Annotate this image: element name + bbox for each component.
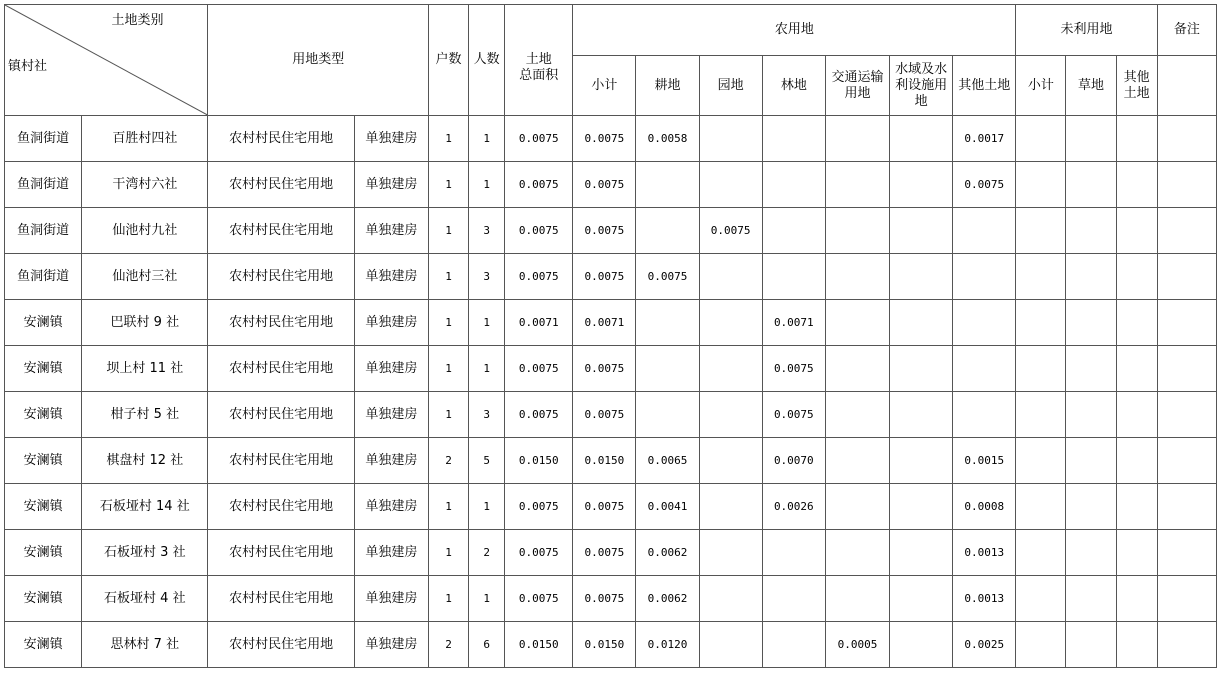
total-area-cell: 0.0075 xyxy=(505,392,573,438)
town-cell: 鱼洞街道 xyxy=(5,208,82,254)
total-area-cell: 0.0075 xyxy=(505,346,573,392)
land-use-cell: 农村村民住宅用地 xyxy=(208,300,354,346)
people-cell: 5 xyxy=(469,438,505,484)
water-cell xyxy=(890,392,953,438)
people-cell: 1 xyxy=(469,484,505,530)
unused-other-cell xyxy=(1116,254,1157,300)
households-header: 户数 xyxy=(429,5,469,116)
village-cell: 坝上村 11 社 xyxy=(82,346,208,392)
unused-other-cell xyxy=(1116,438,1157,484)
land-use-cell: 农村村民住宅用地 xyxy=(208,116,354,162)
unused-other-cell xyxy=(1116,484,1157,530)
garden-cell xyxy=(699,346,762,392)
garden-cell xyxy=(699,254,762,300)
garden-cell xyxy=(699,530,762,576)
farmland-cell xyxy=(636,162,699,208)
forest-cell: 0.0070 xyxy=(762,438,825,484)
remarks-header: 备注 xyxy=(1157,5,1216,56)
agri-transport-header: 交通运输用地 xyxy=(825,56,889,116)
garden-cell xyxy=(699,162,762,208)
unused-grassland-header: 草地 xyxy=(1066,56,1116,116)
land-use-table xyxy=(4,4,1217,668)
transport-cell xyxy=(825,346,889,392)
town-cell: 安澜镇 xyxy=(5,392,82,438)
other-land-cell: 0.0025 xyxy=(953,622,1016,668)
people-cell: 1 xyxy=(469,162,505,208)
land-use-cell: 农村村民住宅用地 xyxy=(208,530,354,576)
unused-other-cell xyxy=(1116,530,1157,576)
households-cell: 1 xyxy=(429,484,469,530)
unused-subtotal-cell xyxy=(1016,346,1066,392)
grassland-cell xyxy=(1066,576,1116,622)
forest-cell xyxy=(762,530,825,576)
table-row xyxy=(5,622,1217,668)
total-area-cell: 0.0150 xyxy=(505,438,573,484)
remarks-cell xyxy=(1157,300,1216,346)
town-cell: 安澜镇 xyxy=(5,438,82,484)
farmland-cell xyxy=(636,300,699,346)
town-cell: 鱼洞街道 xyxy=(5,254,82,300)
build-type-cell: 单独建房 xyxy=(354,116,428,162)
agri-forest-header: 林地 xyxy=(762,56,825,116)
land-use-cell: 农村村民住宅用地 xyxy=(208,576,354,622)
town-cell: 安澜镇 xyxy=(5,484,82,530)
remarks-cell xyxy=(1157,392,1216,438)
forest-cell: 0.0075 xyxy=(762,392,825,438)
garden-cell xyxy=(699,300,762,346)
people-cell: 1 xyxy=(469,346,505,392)
other-land-cell xyxy=(953,208,1016,254)
transport-cell xyxy=(825,484,889,530)
village-cell: 思林村 7 社 xyxy=(82,622,208,668)
remarks-cell xyxy=(1157,254,1216,300)
town-cell: 安澜镇 xyxy=(5,346,82,392)
table-row xyxy=(5,254,1217,300)
build-type-cell: 单独建房 xyxy=(354,254,428,300)
water-cell xyxy=(890,254,953,300)
unused-other-cell xyxy=(1116,162,1157,208)
transport-cell xyxy=(825,530,889,576)
water-cell xyxy=(890,162,953,208)
garden-cell xyxy=(699,392,762,438)
corner-header-cell xyxy=(5,5,208,116)
village-cell: 仙池村九社 xyxy=(82,208,208,254)
people-cell: 1 xyxy=(469,576,505,622)
total-area-cell: 0.0071 xyxy=(505,300,573,346)
grassland-cell xyxy=(1066,392,1116,438)
table-row xyxy=(5,162,1217,208)
forest-cell xyxy=(762,162,825,208)
table-row xyxy=(5,208,1217,254)
water-cell xyxy=(890,530,953,576)
build-type-cell: 单独建房 xyxy=(354,576,428,622)
total-area-cell: 0.0075 xyxy=(505,254,573,300)
header-row-1 xyxy=(5,5,1217,56)
forest-cell xyxy=(762,622,825,668)
forest-cell xyxy=(762,208,825,254)
people-cell: 3 xyxy=(469,254,505,300)
households-cell: 1 xyxy=(429,346,469,392)
remarks-cell xyxy=(1157,438,1216,484)
town-cell: 鱼洞街道 xyxy=(5,116,82,162)
unused-other-cell xyxy=(1116,622,1157,668)
transport-cell xyxy=(825,438,889,484)
build-type-cell: 单独建房 xyxy=(354,484,428,530)
unused-subtotal-cell xyxy=(1016,484,1066,530)
farmland-cell: 0.0120 xyxy=(636,622,699,668)
households-cell: 1 xyxy=(429,254,469,300)
garden-cell: 0.0075 xyxy=(699,208,762,254)
grassland-cell xyxy=(1066,484,1116,530)
build-type-cell: 单独建房 xyxy=(354,300,428,346)
table-row xyxy=(5,438,1217,484)
other-land-cell: 0.0017 xyxy=(953,116,1016,162)
farmland-cell: 0.0062 xyxy=(636,530,699,576)
build-type-cell: 单独建房 xyxy=(354,530,428,576)
households-cell: 1 xyxy=(429,300,469,346)
agri-other-header: 其他土地 xyxy=(953,56,1016,116)
remarks-cell xyxy=(1157,484,1216,530)
water-cell xyxy=(890,484,953,530)
farmland-cell xyxy=(636,392,699,438)
build-type-cell: 单独建房 xyxy=(354,346,428,392)
land-use-cell: 农村村民住宅用地 xyxy=(208,208,354,254)
village-cell: 石板垭村 3 社 xyxy=(82,530,208,576)
households-cell: 1 xyxy=(429,392,469,438)
agri-subtotal-cell: 0.0075 xyxy=(573,254,636,300)
transport-cell xyxy=(825,576,889,622)
unused-other-cell xyxy=(1116,346,1157,392)
other-land-cell xyxy=(953,254,1016,300)
unused-subtotal-cell xyxy=(1016,300,1066,346)
table-row xyxy=(5,530,1217,576)
build-type-cell: 单独建房 xyxy=(354,392,428,438)
town-cell: 鱼洞街道 xyxy=(5,162,82,208)
remarks-header-blank xyxy=(1157,56,1216,116)
grassland-cell xyxy=(1066,116,1116,162)
other-land-cell: 0.0008 xyxy=(953,484,1016,530)
agricultural-land-header: 农用地 xyxy=(573,5,1016,56)
households-cell: 1 xyxy=(429,530,469,576)
table-row xyxy=(5,576,1217,622)
agri-subtotal-cell: 0.0075 xyxy=(573,116,636,162)
remarks-cell xyxy=(1157,346,1216,392)
people-cell: 3 xyxy=(469,208,505,254)
total-area-header-label: 土地 总面积 xyxy=(519,52,559,83)
remarks-cell xyxy=(1157,576,1216,622)
village-cell: 仙池村三社 xyxy=(82,254,208,300)
agri-subtotal-cell: 0.0150 xyxy=(573,438,636,484)
land-use-cell: 农村村民住宅用地 xyxy=(208,484,354,530)
unused-subtotal-cell xyxy=(1016,162,1066,208)
transport-cell: 0.0005 xyxy=(825,622,889,668)
agri-farmland-header: 耕地 xyxy=(636,56,699,116)
table-row xyxy=(5,346,1217,392)
transport-cell xyxy=(825,254,889,300)
unused-subtotal-cell xyxy=(1016,622,1066,668)
grassland-cell xyxy=(1066,530,1116,576)
transport-cell xyxy=(825,116,889,162)
agri-garden-header: 园地 xyxy=(699,56,762,116)
farmland-cell: 0.0065 xyxy=(636,438,699,484)
grassland-cell xyxy=(1066,254,1116,300)
households-cell: 1 xyxy=(429,116,469,162)
grassland-cell xyxy=(1066,346,1116,392)
transport-cell xyxy=(825,162,889,208)
unused-subtotal-cell xyxy=(1016,208,1066,254)
people-cell: 1 xyxy=(469,116,505,162)
land-use-cell: 农村村民住宅用地 xyxy=(208,622,354,668)
garden-cell xyxy=(699,116,762,162)
unused-subtotal-cell xyxy=(1016,116,1066,162)
total-area-header xyxy=(505,5,573,116)
village-cell: 百胜村四社 xyxy=(82,116,208,162)
unused-subtotal-cell xyxy=(1016,254,1066,300)
unused-other-cell xyxy=(1116,576,1157,622)
unused-subtotal-cell xyxy=(1016,530,1066,576)
build-type-cell: 单独建房 xyxy=(354,622,428,668)
other-land-cell: 0.0013 xyxy=(953,576,1016,622)
agri-subtotal-cell: 0.0075 xyxy=(573,346,636,392)
other-land-cell: 0.0015 xyxy=(953,438,1016,484)
grassland-cell xyxy=(1066,300,1116,346)
garden-cell xyxy=(699,622,762,668)
grassland-cell xyxy=(1066,438,1116,484)
grassland-cell xyxy=(1066,208,1116,254)
build-type-cell: 单独建房 xyxy=(354,208,428,254)
build-type-cell: 单独建房 xyxy=(354,162,428,208)
land-use-cell: 农村村民住宅用地 xyxy=(208,254,354,300)
town-cell: 安澜镇 xyxy=(5,622,82,668)
agri-subtotal-cell: 0.0075 xyxy=(573,162,636,208)
other-land-cell xyxy=(953,392,1016,438)
village-cell: 石板垭村 14 社 xyxy=(82,484,208,530)
agri-subtotal-header: 小计 xyxy=(573,56,636,116)
village-cell: 柑子村 5 社 xyxy=(82,392,208,438)
total-area-cell: 0.0075 xyxy=(505,208,573,254)
corner-top-label: 土地类别 xyxy=(111,13,164,28)
table-row xyxy=(5,392,1217,438)
table-body xyxy=(5,116,1217,668)
village-cell: 棋盘村 12 社 xyxy=(82,438,208,484)
unused-subtotal-cell xyxy=(1016,392,1066,438)
table-row xyxy=(5,300,1217,346)
remarks-cell xyxy=(1157,530,1216,576)
other-land-cell: 0.0075 xyxy=(953,162,1016,208)
build-type-cell: 单独建房 xyxy=(354,438,428,484)
agri-water-header: 水域及水利设施用地 xyxy=(890,56,953,116)
water-cell xyxy=(890,208,953,254)
other-land-cell: 0.0013 xyxy=(953,530,1016,576)
remarks-cell xyxy=(1157,162,1216,208)
farmland-cell xyxy=(636,346,699,392)
households-cell: 1 xyxy=(429,576,469,622)
unused-subtotal-cell xyxy=(1016,438,1066,484)
agri-subtotal-cell: 0.0075 xyxy=(573,576,636,622)
garden-cell xyxy=(699,484,762,530)
transport-cell xyxy=(825,300,889,346)
grassland-cell xyxy=(1066,162,1116,208)
land-use-type-header: 用地类型 xyxy=(208,5,429,116)
forest-cell xyxy=(762,116,825,162)
water-cell xyxy=(890,300,953,346)
water-cell xyxy=(890,622,953,668)
agri-subtotal-cell: 0.0150 xyxy=(573,622,636,668)
grassland-cell xyxy=(1066,622,1116,668)
unused-other-cell xyxy=(1116,116,1157,162)
people-cell: 1 xyxy=(469,300,505,346)
agri-subtotal-cell: 0.0075 xyxy=(573,208,636,254)
village-cell: 巴联村 9 社 xyxy=(82,300,208,346)
unused-other-cell xyxy=(1116,392,1157,438)
people-cell: 6 xyxy=(469,622,505,668)
farmland-cell: 0.0075 xyxy=(636,254,699,300)
forest-cell xyxy=(762,576,825,622)
farmland-cell: 0.0058 xyxy=(636,116,699,162)
land-use-cell: 农村村民住宅用地 xyxy=(208,438,354,484)
other-land-cell xyxy=(953,346,1016,392)
remarks-cell xyxy=(1157,208,1216,254)
households-cell: 1 xyxy=(429,208,469,254)
unused-other-header: 其他土地 xyxy=(1116,56,1157,116)
people-cell: 3 xyxy=(469,392,505,438)
farmland-cell: 0.0062 xyxy=(636,576,699,622)
unused-subtotal-header: 小计 xyxy=(1016,56,1066,116)
transport-cell xyxy=(825,208,889,254)
households-cell: 1 xyxy=(429,162,469,208)
land-use-cell: 农村村民住宅用地 xyxy=(208,162,354,208)
households-cell: 2 xyxy=(429,622,469,668)
forest-cell: 0.0071 xyxy=(762,300,825,346)
table-row xyxy=(5,116,1217,162)
total-area-cell: 0.0075 xyxy=(505,530,573,576)
water-cell xyxy=(890,116,953,162)
agri-subtotal-cell: 0.0075 xyxy=(573,530,636,576)
village-cell: 石板垭村 4 社 xyxy=(82,576,208,622)
forest-cell xyxy=(762,254,825,300)
garden-cell xyxy=(699,576,762,622)
water-cell xyxy=(890,438,953,484)
land-use-cell: 农村村民住宅用地 xyxy=(208,392,354,438)
table-row xyxy=(5,484,1217,530)
remarks-cell xyxy=(1157,622,1216,668)
total-area-cell: 0.0150 xyxy=(505,622,573,668)
forest-cell: 0.0075 xyxy=(762,346,825,392)
land-use-cell: 农村村民住宅用地 xyxy=(208,346,354,392)
total-area-cell: 0.0075 xyxy=(505,484,573,530)
unused-other-cell xyxy=(1116,208,1157,254)
unused-subtotal-cell xyxy=(1016,576,1066,622)
water-cell xyxy=(890,346,953,392)
farmland-cell xyxy=(636,208,699,254)
town-cell: 安澜镇 xyxy=(5,300,82,346)
garden-cell xyxy=(699,438,762,484)
total-area-cell: 0.0075 xyxy=(505,576,573,622)
forest-cell: 0.0026 xyxy=(762,484,825,530)
village-cell: 干湾村六社 xyxy=(82,162,208,208)
other-land-cell xyxy=(953,300,1016,346)
transport-cell xyxy=(825,392,889,438)
agri-subtotal-cell: 0.0075 xyxy=(573,392,636,438)
agri-subtotal-cell: 0.0071 xyxy=(573,300,636,346)
agri-subtotal-cell: 0.0075 xyxy=(573,484,636,530)
households-cell: 2 xyxy=(429,438,469,484)
town-cell: 安澜镇 xyxy=(5,530,82,576)
total-area-cell: 0.0075 xyxy=(505,162,573,208)
people-header: 人数 xyxy=(469,5,505,116)
town-cell: 安澜镇 xyxy=(5,576,82,622)
unused-land-header: 未利用地 xyxy=(1016,5,1157,56)
corner-bottom-label: 镇村社 xyxy=(8,59,48,74)
total-area-cell: 0.0075 xyxy=(505,116,573,162)
farmland-cell: 0.0041 xyxy=(636,484,699,530)
unused-other-cell xyxy=(1116,300,1157,346)
remarks-cell xyxy=(1157,116,1216,162)
people-cell: 2 xyxy=(469,530,505,576)
water-cell xyxy=(890,576,953,622)
